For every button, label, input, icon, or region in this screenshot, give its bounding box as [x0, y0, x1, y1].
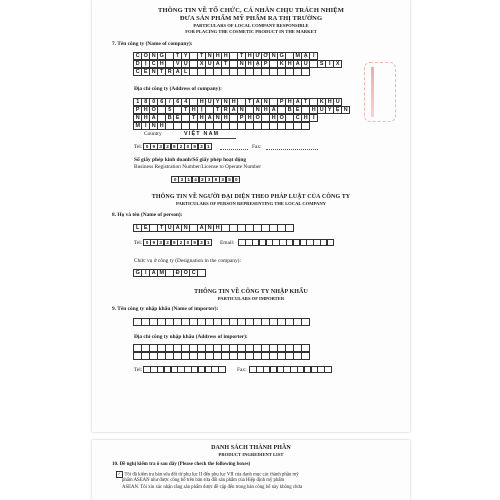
letter-box: 4 — [181, 98, 190, 106]
letter-box: D — [133, 60, 142, 68]
letter-box: I — [141, 122, 150, 130]
letter-box: T — [157, 224, 166, 232]
letter-box: Ư — [253, 52, 262, 60]
letter-box: 0 — [143, 143, 150, 150]
letter-box: H — [213, 224, 222, 232]
letter-box: Ố — [149, 106, 158, 114]
letter-box: H — [285, 98, 294, 106]
letter-box: N — [341, 106, 350, 114]
letter-box: 2 — [198, 239, 205, 246]
letter-box: Đ — [173, 269, 182, 277]
letter-box: B — [165, 114, 174, 122]
letter-box: Ị — [141, 60, 150, 68]
letter-box: T — [181, 106, 190, 114]
letter-box: U — [317, 106, 326, 114]
letter-box: K — [317, 98, 326, 106]
letter-box: À — [269, 106, 278, 114]
letter-box: H — [197, 98, 206, 106]
letter-box: T — [301, 98, 310, 106]
person-email-label: Email: — [220, 240, 235, 246]
letter-box: H — [141, 114, 150, 122]
letter-box: C — [189, 269, 198, 277]
letter-box: H — [325, 98, 334, 106]
header-title-vi-1: THÔNG TIN VỀ TỔ CHỨC, CÁ NHÂN CHỊU TRÁCH NHIỆM — [158, 7, 344, 14]
letter-box: T — [237, 52, 246, 60]
letter-box: N — [149, 122, 158, 130]
letter-box: G — [157, 52, 166, 60]
letter-box: 8 — [212, 176, 219, 183]
designation-value[interactable] — [134, 269, 206, 277]
letter-box: 8 — [141, 98, 150, 106]
company-tel-value[interactable] — [144, 143, 212, 150]
letter-box: Ấ — [213, 60, 222, 68]
letter-box: Ậ — [253, 60, 262, 68]
letter-box: 9 — [150, 239, 157, 246]
company-address-label: Địa chỉ công ty (Address of company): — [134, 86, 222, 92]
letter-box: U — [333, 98, 342, 106]
letter-box: H — [261, 106, 270, 114]
letter-box: Ơ — [263, 53, 268, 59]
red-stamp-mark — [364, 62, 396, 122]
letter-box: H — [245, 52, 254, 60]
importer-fax-boxes[interactable] — [250, 366, 332, 373]
letter-box: T — [173, 52, 182, 60]
letter-box: T — [189, 114, 198, 122]
letter-box: 9 — [171, 239, 178, 246]
letter-box — [301, 352, 310, 360]
company-tel-extra-line — [220, 149, 248, 150]
letter-box: Ô — [141, 52, 150, 60]
letter-box: À — [149, 114, 158, 122]
letter-box: 3 — [199, 176, 206, 183]
letter-box: H — [141, 106, 150, 114]
letter-box: R — [165, 68, 174, 76]
license-sub-label: Business Registration Number/License to Operate Number — [134, 164, 262, 170]
letter-box: N — [253, 106, 262, 114]
form-page-2 — [92, 440, 410, 500]
importer-tel-boxes[interactable] — [144, 366, 226, 373]
letter-box: 2 — [164, 143, 171, 150]
country-label: Country — [144, 131, 162, 137]
letter-box: Ẩ — [293, 60, 302, 68]
country-underline — [180, 138, 236, 139]
letter-box: 3 — [205, 176, 212, 183]
letter-box: H — [309, 106, 318, 114]
letter-box: H — [221, 114, 230, 122]
letter-box: H — [157, 60, 166, 68]
letter-box: P — [261, 60, 270, 68]
letter-box: Ấ — [229, 106, 238, 114]
letter-box: H — [285, 60, 294, 68]
letter-box — [285, 224, 294, 232]
letter-box: / — [165, 98, 174, 106]
letter-box: È — [293, 106, 302, 114]
letter-box: 6 — [157, 98, 166, 106]
letter-box: G — [277, 52, 286, 60]
person-name-value[interactable] — [134, 224, 294, 232]
letter-box: H — [245, 114, 254, 122]
letter-box: N — [149, 52, 158, 60]
letter-box: N — [261, 98, 270, 106]
letter-box: P — [277, 98, 286, 106]
letter-box: T — [197, 52, 206, 60]
person-tel-value[interactable] — [144, 239, 212, 246]
letter-box: H — [229, 98, 238, 106]
letter-box: 3 — [157, 143, 164, 150]
letter-box: 2 — [164, 239, 171, 246]
importer-fax-label: Fax: — [237, 367, 247, 373]
importer-section-title: THÔNG TIN VỀ CÔNG TY NHẬP KHẨU — [194, 289, 308, 295]
letter-box — [301, 318, 310, 326]
header-title-vi-2: ĐƯA SẢN PHẨM MỸ PHẨM RA THỊ TRƯỜNG — [179, 15, 323, 22]
letter-box: N — [149, 68, 158, 76]
letter-box: H — [197, 114, 206, 122]
letter-box: C — [293, 114, 302, 122]
letter-box: H — [301, 114, 310, 122]
declaration-line-3: ASEAN. Tôi xin xác nhận rằng sản phẩm được đề cập đến trong bản công bố này không chứa — [122, 485, 303, 490]
letter-box: H — [157, 122, 166, 130]
letter-box: X — [197, 60, 206, 68]
letter-box: A — [197, 224, 206, 232]
letter-box: 9 — [171, 143, 178, 150]
letter-box: U — [165, 224, 174, 232]
letter-box: M — [293, 52, 302, 60]
letter-box: 1 — [133, 98, 142, 106]
letter-box: Í — [309, 114, 318, 122]
letter-box: Ấ — [253, 98, 262, 106]
importer-tel-label: Tel: — [134, 367, 143, 373]
letter-box: Ố — [181, 269, 190, 277]
letter-box: Á — [149, 269, 158, 277]
letter-box: 4 — [192, 176, 199, 183]
letter-box: H — [213, 52, 222, 60]
letter-box: N — [237, 106, 246, 114]
letter-box: Ị — [197, 106, 206, 114]
company-fax-label: Fax: — [252, 144, 262, 150]
letter-box: H — [269, 114, 278, 122]
letter-box: V — [173, 60, 182, 68]
letter-box: U — [205, 98, 214, 106]
letter-box: N — [269, 52, 278, 60]
letter-box: N — [221, 98, 230, 106]
person-name-label: 8. Họ và tên (Name of person): — [112, 212, 183, 218]
letter-box: 2 — [198, 143, 205, 150]
letter-box: E — [141, 68, 150, 76]
letter-box: Ố — [253, 114, 262, 122]
letter-box: 1 — [205, 239, 212, 246]
header-title-en-1: PARTICULARS OF LOCAL COMPANY RESPONSIBLE — [193, 23, 309, 28]
letter-box: 0 — [149, 98, 158, 106]
letter-box: N — [133, 114, 142, 122]
declaration-checkbox[interactable]: ✓ — [117, 471, 121, 476]
country-value: VIỆT NAM — [184, 131, 220, 137]
letter-box: N — [237, 60, 246, 68]
letter-box: À — [205, 114, 214, 122]
letter-box: K — [277, 60, 286, 68]
letter-box: M — [133, 122, 142, 130]
company-address-row-4[interactable] — [134, 122, 310, 130]
declaration-line-2: phẩm ASEAN như được công bố trên bản sửa đổi sản phẩm của Hiệp định mỹ phẩm — [122, 478, 285, 483]
importer-name-label: 9. Tên công ty nhập khẩu (Name of importer): — [112, 306, 219, 312]
letter-box: I — [309, 52, 318, 60]
letter-box: P — [237, 114, 246, 122]
header-title-en-2: FOR PLACING THE COSMETIC PRODUCT IN THE MARKET — [185, 29, 317, 34]
company-tel-label: Tel: — [134, 144, 143, 150]
company-name-row-3[interactable] — [134, 68, 310, 76]
importer-address-label: Địa chỉ công ty nhập khẩu (Address of importer): — [134, 334, 248, 340]
letter-box: L — [133, 224, 142, 232]
letter-box: M — [157, 269, 166, 277]
letter-box: S — [317, 60, 326, 68]
person-email-boxes[interactable] — [239, 239, 334, 246]
letter-box — [327, 239, 334, 246]
letter-box: C — [133, 68, 142, 76]
letter-box: 9 — [191, 143, 198, 150]
letter-box: A — [173, 68, 182, 76]
company-fax-line[interactable] — [266, 149, 318, 150]
representative-section-title-en: PARTICULARS OF PERSON REPRESENTING THE LOCAL COMPANY — [175, 201, 326, 206]
letter-box: Y — [325, 106, 334, 114]
letter-box: 5 — [165, 106, 174, 114]
letter-box: R — [221, 106, 230, 114]
letter-box: 9 — [150, 143, 157, 150]
letter-box — [301, 122, 310, 130]
letter-box: X — [333, 60, 342, 68]
letter-box: 6 — [173, 98, 182, 106]
letter-box: G — [133, 269, 142, 277]
license-value[interactable] — [172, 176, 240, 183]
letter-box: Ê — [141, 224, 150, 232]
letter-box: 0 — [233, 176, 240, 183]
letter-box: H — [221, 52, 230, 60]
letter-box: T — [157, 68, 166, 76]
letter-box — [301, 68, 310, 76]
letter-box: T — [213, 106, 222, 114]
letter-box: Ấ — [173, 224, 182, 232]
declaration-line-1 — [116, 471, 299, 478]
representative-section-title: THÔNG TIN VỀ NGƯỜI ĐẠI DIỆN THEO PHÁP LUẬT CỦA CÔNG TY — [151, 194, 351, 200]
letter-box: Ồ — [277, 114, 286, 122]
letter-box: 2 — [177, 143, 184, 150]
importer-address-row-2[interactable] — [134, 352, 310, 360]
letter-box: Y — [181, 52, 190, 60]
importer-name-row-1[interactable] — [134, 318, 310, 326]
letter-box: N — [205, 52, 214, 60]
letter-box: N — [213, 114, 222, 122]
letter-box: C — [133, 52, 142, 60]
letter-box: T — [221, 60, 230, 68]
check-boxes-label: 10. Đề nghị kiểm tra ô sau đây (Please check the following boxes) — [112, 462, 251, 467]
letter-box: 2 — [177, 239, 184, 246]
letter-box: B — [285, 106, 294, 114]
letter-box: 0 — [143, 239, 150, 246]
letter-box: Ụ — [181, 60, 190, 68]
letter-box: H — [189, 106, 198, 114]
person-tel-label: Tel: — [134, 240, 143, 246]
letter-box: I — [325, 60, 334, 68]
letter-box: Á — [293, 98, 302, 106]
letter-box: 3 — [178, 176, 185, 183]
letter-box: 3 — [219, 176, 226, 183]
letter-box: I — [141, 269, 150, 277]
letter-box — [218, 366, 225, 373]
letter-box: C — [149, 60, 158, 68]
letter-box: L — [181, 68, 190, 76]
letter-box: T — [245, 98, 254, 106]
importer-section-title-en: PARTICULARS OF IMPORTER — [217, 296, 285, 301]
designation-label: Chức vụ ở công ty (Designation in the company): — [134, 258, 241, 264]
company-name-label: 7. Tên công ty (Name of company): — [112, 41, 193, 47]
letter-box: Ạ — [301, 52, 310, 60]
letter-box: N — [181, 224, 190, 232]
letter-box — [324, 366, 331, 373]
ingredient-list-title-en: PRODUCT INGREDIENT LIST — [218, 452, 284, 457]
letter-box: 0 — [184, 143, 191, 150]
letter-box: 5 — [226, 176, 233, 183]
ingredient-list-title: DANH SÁCH THÀNH PHẦN — [211, 445, 291, 451]
letter-box: È — [173, 114, 182, 122]
letter-box: 9 — [191, 239, 198, 246]
letter-box: 1 — [185, 176, 192, 183]
declaration-line-1-text: Tôi đã kiểm tra bản sửa đổi từ phụ lục II đến phụ lục VII của danh mục các thành phần mỹ — [124, 472, 299, 478]
letter-box: P — [133, 106, 142, 114]
letter-box: 3 — [157, 239, 164, 246]
letter-box — [197, 269, 206, 277]
letter-box: 0 — [171, 176, 178, 183]
letter-box: N — [205, 224, 214, 232]
letter-box: U — [301, 60, 310, 68]
letter-box: U — [205, 60, 214, 68]
letter-box: 0 — [184, 239, 191, 246]
letter-box: H — [245, 60, 254, 68]
form-page-1 — [92, 0, 410, 432]
license-label: Số giấy phép kinh doanh/Số giấy phép hoạt động — [134, 157, 247, 163]
letter-box: Ệ — [333, 106, 342, 114]
letter-box: 1 — [205, 143, 212, 150]
letter-box: Ỳ — [213, 98, 222, 106]
